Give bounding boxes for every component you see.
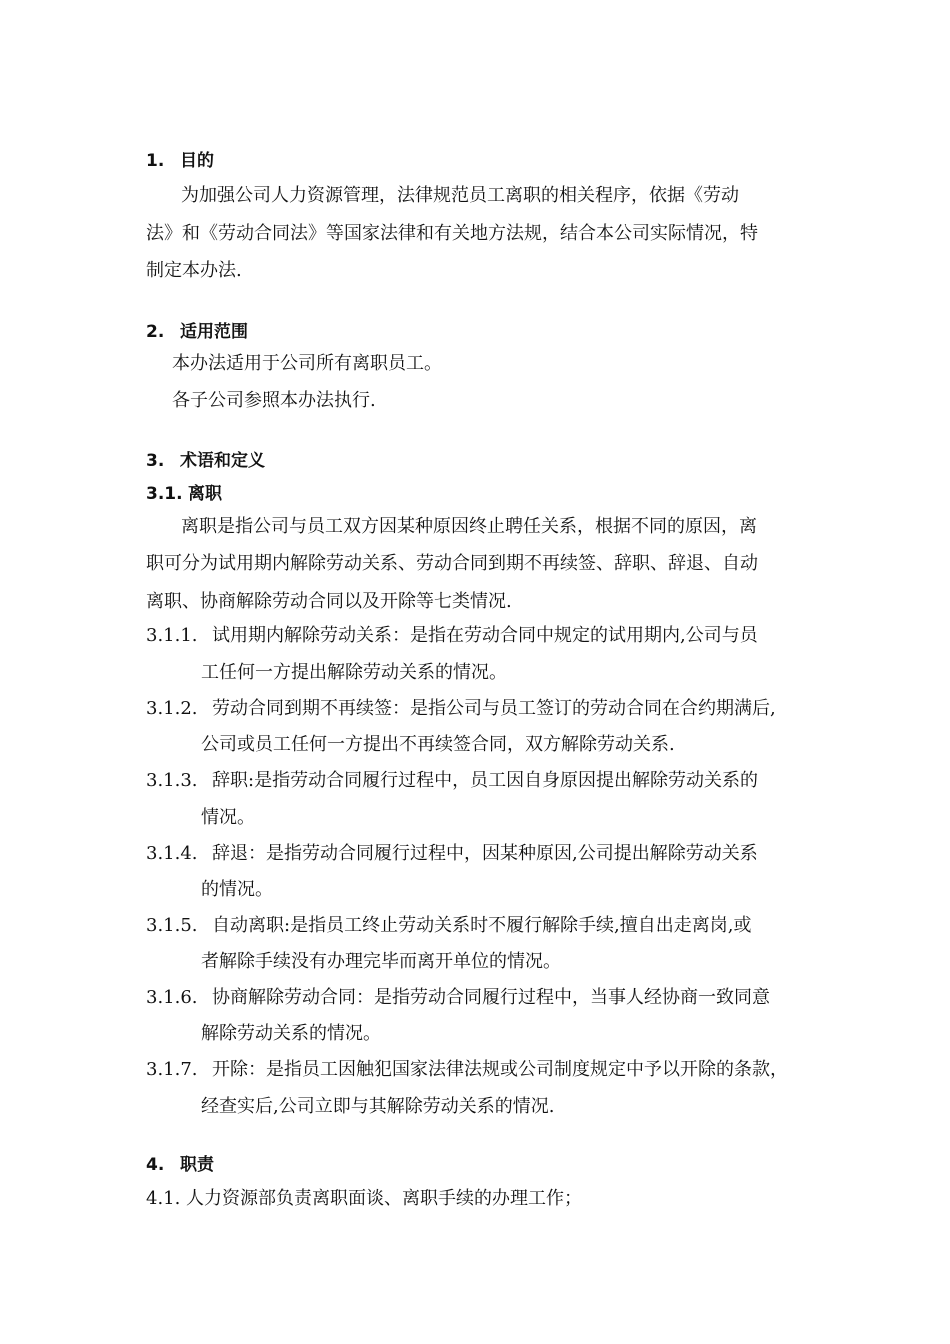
section-4-heading <box>146 1153 214 1177</box>
item-number: 3.1.6. <box>146 987 198 1008</box>
item-number: 3.1.7. <box>146 1059 198 1080</box>
section-1-heading <box>146 149 214 173</box>
item-continuation: 情况。 <box>201 807 255 828</box>
item-continuation: 者解除手续没有办理完毕而离开单位的情况。 <box>201 951 561 972</box>
section-title: 适用范围 <box>180 322 248 342</box>
item-text: 协商解除劳动合同：是指劳动合同履行过程中，当事人经协商一致同意 <box>212 987 770 1008</box>
paragraph-line: 法》和《劳动合同法》等国家法律和有关地方法规，结合本公司实际情况，特 <box>146 223 758 244</box>
item-text: 辞退：是指劳动合同履行过程中，因某种原因,公司提出解除劳动关系 <box>212 843 758 864</box>
item-number: 3.1.3. <box>146 770 198 791</box>
section-number: 1. <box>146 151 165 171</box>
item-text: 自动离职:是指员工终止劳动关系时不履行解除手续,擅自出走离岗,或 <box>212 915 752 936</box>
paragraph-line: 离职、协商解除劳动合同以及开除等七类情况. <box>146 591 512 612</box>
section-3-heading <box>146 449 265 473</box>
item-text: 试用期内解除劳动关系：是指在劳动合同中规定的试用期内,公司与员 <box>212 625 758 646</box>
definition-item-line <box>146 624 758 648</box>
section-title: 术语和定义 <box>180 451 265 471</box>
item-number: 3.1.5. <box>146 915 198 936</box>
definition-item-line <box>146 986 770 1010</box>
item-number: 3.1.2. <box>146 698 198 719</box>
item-continuation: 的情况。 <box>201 879 273 900</box>
item-continuation: 经查实后,公司立即与其解除劳动关系的情况. <box>201 1096 555 1117</box>
item-text: 劳动合同到期不再续签：是指公司与员工签订的劳动合同在合约期满后, <box>212 698 776 719</box>
item-continuation: 工任何一方提出解除劳动关系的情况。 <box>201 662 507 683</box>
text-line: 本办法适用于公司所有离职员工。 <box>172 353 442 374</box>
item-text: 人力资源部负责离职面谈、离职手续的办理工作； <box>186 1188 582 1209</box>
definition-item-line <box>146 914 752 938</box>
item-number: 3.1.1. <box>146 625 198 646</box>
item-continuation: 解除劳动关系的情况。 <box>201 1023 381 1044</box>
text-line: 各子公司参照本办法执行. <box>172 390 376 411</box>
section-number: 3. <box>146 451 165 471</box>
section-title: 职责 <box>180 1155 214 1175</box>
item-number: 4.1. <box>146 1188 181 1209</box>
definition-item-line <box>146 769 758 793</box>
section-number: 4. <box>146 1155 165 1175</box>
section-title: 目的 <box>180 151 214 171</box>
responsibility-item <box>146 1187 582 1211</box>
definition-item-line <box>146 842 758 866</box>
section-2-heading <box>146 320 248 344</box>
paragraph-line: 制定本办法. <box>146 260 242 281</box>
paragraph-line: 职可分为试用期内解除劳动关系、劳动合同到期不再续签、辞职、辞退、自动 <box>146 553 758 574</box>
paragraph-line: 离职是指公司与员工双方因某种原因终止聘任关系，根据不同的原因，离 <box>181 516 757 537</box>
section-number: 2. <box>146 322 165 342</box>
paragraph-line: 为加强公司人力资源管理，法律规范员工离职的相关程序，依据《劳动 <box>181 185 739 206</box>
definition-item-line <box>146 1058 788 1082</box>
item-text: 开除：是指员工因触犯国家法律法规或公司制度规定中予以开除的条款， <box>212 1059 788 1080</box>
item-number: 3.1.4. <box>146 843 198 864</box>
item-continuation: 公司或员工任何一方提出不再续签合同，双方解除劳动关系. <box>201 734 675 755</box>
subsection-3-1-heading <box>146 482 222 506</box>
definition-item-line <box>146 697 776 721</box>
subsection-number: 3.1. <box>146 484 183 504</box>
subsection-title: 离职 <box>188 484 222 504</box>
item-text: 辞职:是指劳动合同履行过程中，员工因自身原因提出解除劳动关系的 <box>212 770 759 791</box>
